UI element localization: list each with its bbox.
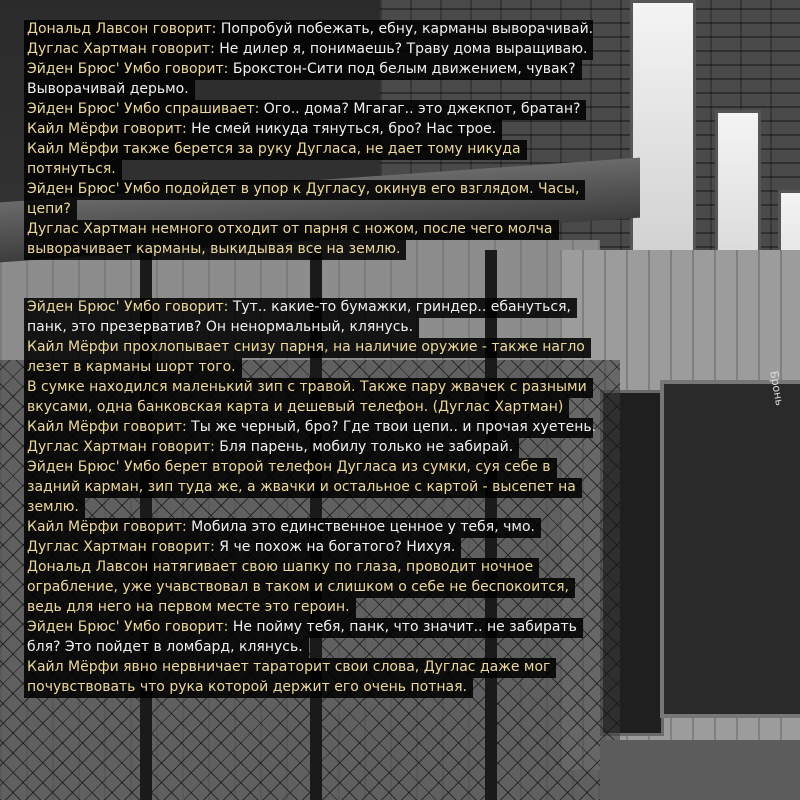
chat-block — [24, 298, 597, 698]
chat-line-action — [24, 220, 559, 240]
speech-text: Мобила это единственное ценное у тебя, чмо. — [186, 519, 535, 535]
speech-text: бля? Это пойдет в ломбард, клянусь. — [27, 639, 303, 655]
speaker-name: Эйден Брюс' Умбо говорит: — [27, 61, 229, 77]
chat-line-action — [24, 498, 85, 518]
speaker-name: Кайл Мёрфи говорит: — [27, 519, 187, 535]
store-window — [660, 380, 800, 718]
chat-line-action — [24, 458, 557, 478]
speaker-name: Эйден Брюс' Умбо говорит: — [27, 299, 229, 315]
chat-line — [24, 618, 583, 638]
speech-text: Брокстон-Сити под белым движением, чувак? — [228, 61, 576, 77]
chat-line-action — [24, 658, 556, 678]
chat-line-action — [24, 200, 77, 220]
speaker-name: Дональд Лавсон говорит: — [27, 21, 217, 37]
action-text: задний карман, зип туда же, а жвачки и остальное с картой - высепет на — [27, 479, 576, 495]
chat-block — [24, 20, 593, 260]
action-text: Эйден Брюс' Умбо берет второй телефон Дугласа из сумки, суя себе в — [27, 459, 551, 475]
speech-text: Тут.. какие-то бумажки, гриндер.. ебануться, — [228, 299, 572, 315]
action-text: Дональд Лавсон натягивает свою шапку по глаза, проводит ночное — [27, 559, 534, 575]
chat-line-action — [24, 180, 585, 200]
speaker-name: Кайл Мёрфи говорит: — [27, 419, 187, 435]
speech-text: Не пойму тебя, панк, что значит.. не забирать — [228, 619, 577, 635]
chat-line — [24, 100, 586, 120]
speaker-name: Эйден Брюс' Умбо спрашивает: — [27, 101, 260, 117]
chat-line-action — [24, 398, 569, 418]
chat-line-action — [24, 240, 406, 260]
action-text: В сумке находился маленький зип с травой. Также пару жвачек с разными — [27, 379, 587, 395]
action-text: лезет в карманы шорт того. — [27, 359, 236, 375]
action-text: цепи? — [27, 201, 71, 217]
chat-line-action — [24, 478, 582, 498]
chat-line — [24, 538, 461, 558]
sidewalk — [600, 740, 800, 800]
action-text: Дуглас Хартман немного отходит от парня с ножом, после чего молча — [27, 221, 553, 237]
action-text: Кайл Мёрфи явно нервничает тараторит свои слова, Дуглас даже мог — [27, 659, 551, 675]
chat-line — [24, 20, 593, 40]
chat-line — [24, 40, 593, 60]
chat-line-action — [24, 558, 539, 578]
speech-text: Ты же черный, бро? Где твои цепи.. и прочая хуетень. — [186, 419, 597, 435]
speaker-name: Дуглас Хартман говорит: — [27, 539, 215, 555]
speaker-name: Эйден Брюс' Умбо говорит: — [27, 619, 229, 635]
chat-line — [24, 120, 502, 140]
chat-line-action — [24, 160, 122, 180]
chat-line — [24, 438, 519, 458]
chat-line-action — [24, 358, 242, 378]
chat-line-action — [24, 378, 593, 398]
chat-line-action — [24, 338, 591, 358]
action-text: потянуться. — [27, 161, 116, 177]
chat-line — [24, 518, 541, 538]
action-text: Кайл Мёрфи также берется за руку Дугласа, не дает тому никуда — [27, 141, 521, 157]
action-text: Кайл Мёрфи прохлопывает снизу парня, на наличие оружие - также нагло — [27, 339, 585, 355]
chat-line — [24, 60, 582, 80]
chat-line — [24, 318, 419, 338]
speech-text: Выворачивай дерьмо. — [27, 81, 189, 97]
speaker-name: Дуглас Хартман говорит: — [27, 41, 215, 57]
speech-text: панк, это презерватив? Он ненормальный, клянусь. — [27, 319, 414, 335]
store-sign: Бронь — [767, 370, 787, 407]
chat-log — [24, 20, 597, 698]
action-text: землю. — [27, 499, 79, 515]
building-window — [630, 0, 696, 276]
chat-line-action — [24, 578, 575, 598]
action-text: выворачивает карманы, выкидывая все на землю. — [27, 241, 401, 257]
speech-text: Бля парень, мобилу только не забирай. — [214, 439, 514, 455]
speaker-name: Дуглас Хартман говорит: — [27, 439, 215, 455]
chat-line — [24, 298, 577, 318]
chat-line-action — [24, 140, 527, 160]
action-text: вкусами, одна банковская карта и дешевый телефон. (Дуглас Хартман) — [27, 399, 564, 415]
action-text: почувствовать что рука которой держит его очень потная. — [27, 679, 467, 695]
speech-text: Попробуй побежать, ебну, карманы выворачивай. — [216, 21, 594, 37]
chat-line — [24, 638, 309, 658]
chat-line-action — [24, 678, 473, 698]
chat-line — [24, 80, 195, 100]
action-text: Эйден Брюс' Умбо подойдет в упор к Дугласу, окинув его взглядом. Часы, — [27, 181, 580, 197]
speech-text: Ого.. дома? Мгагаг.. это джекпот, братан? — [259, 101, 581, 117]
action-text: ограбление, уже учавствовал в таком и слишком о себе не беспокоится, — [27, 579, 569, 595]
speech-text: Не смей никуда тянуться, бро? Нас трое. — [186, 121, 497, 137]
speech-text: Я че похож на богатого? Нихуя. — [214, 539, 456, 555]
speaker-name: Кайл Мёрфи говорит: — [27, 121, 187, 137]
speech-text: Не дилер я, понимаешь? Траву дома выращиваю. — [214, 41, 588, 57]
chat-line — [24, 418, 597, 438]
chat-line-action — [24, 598, 356, 618]
action-text: ведь для него на первом месте это героин. — [27, 599, 350, 615]
